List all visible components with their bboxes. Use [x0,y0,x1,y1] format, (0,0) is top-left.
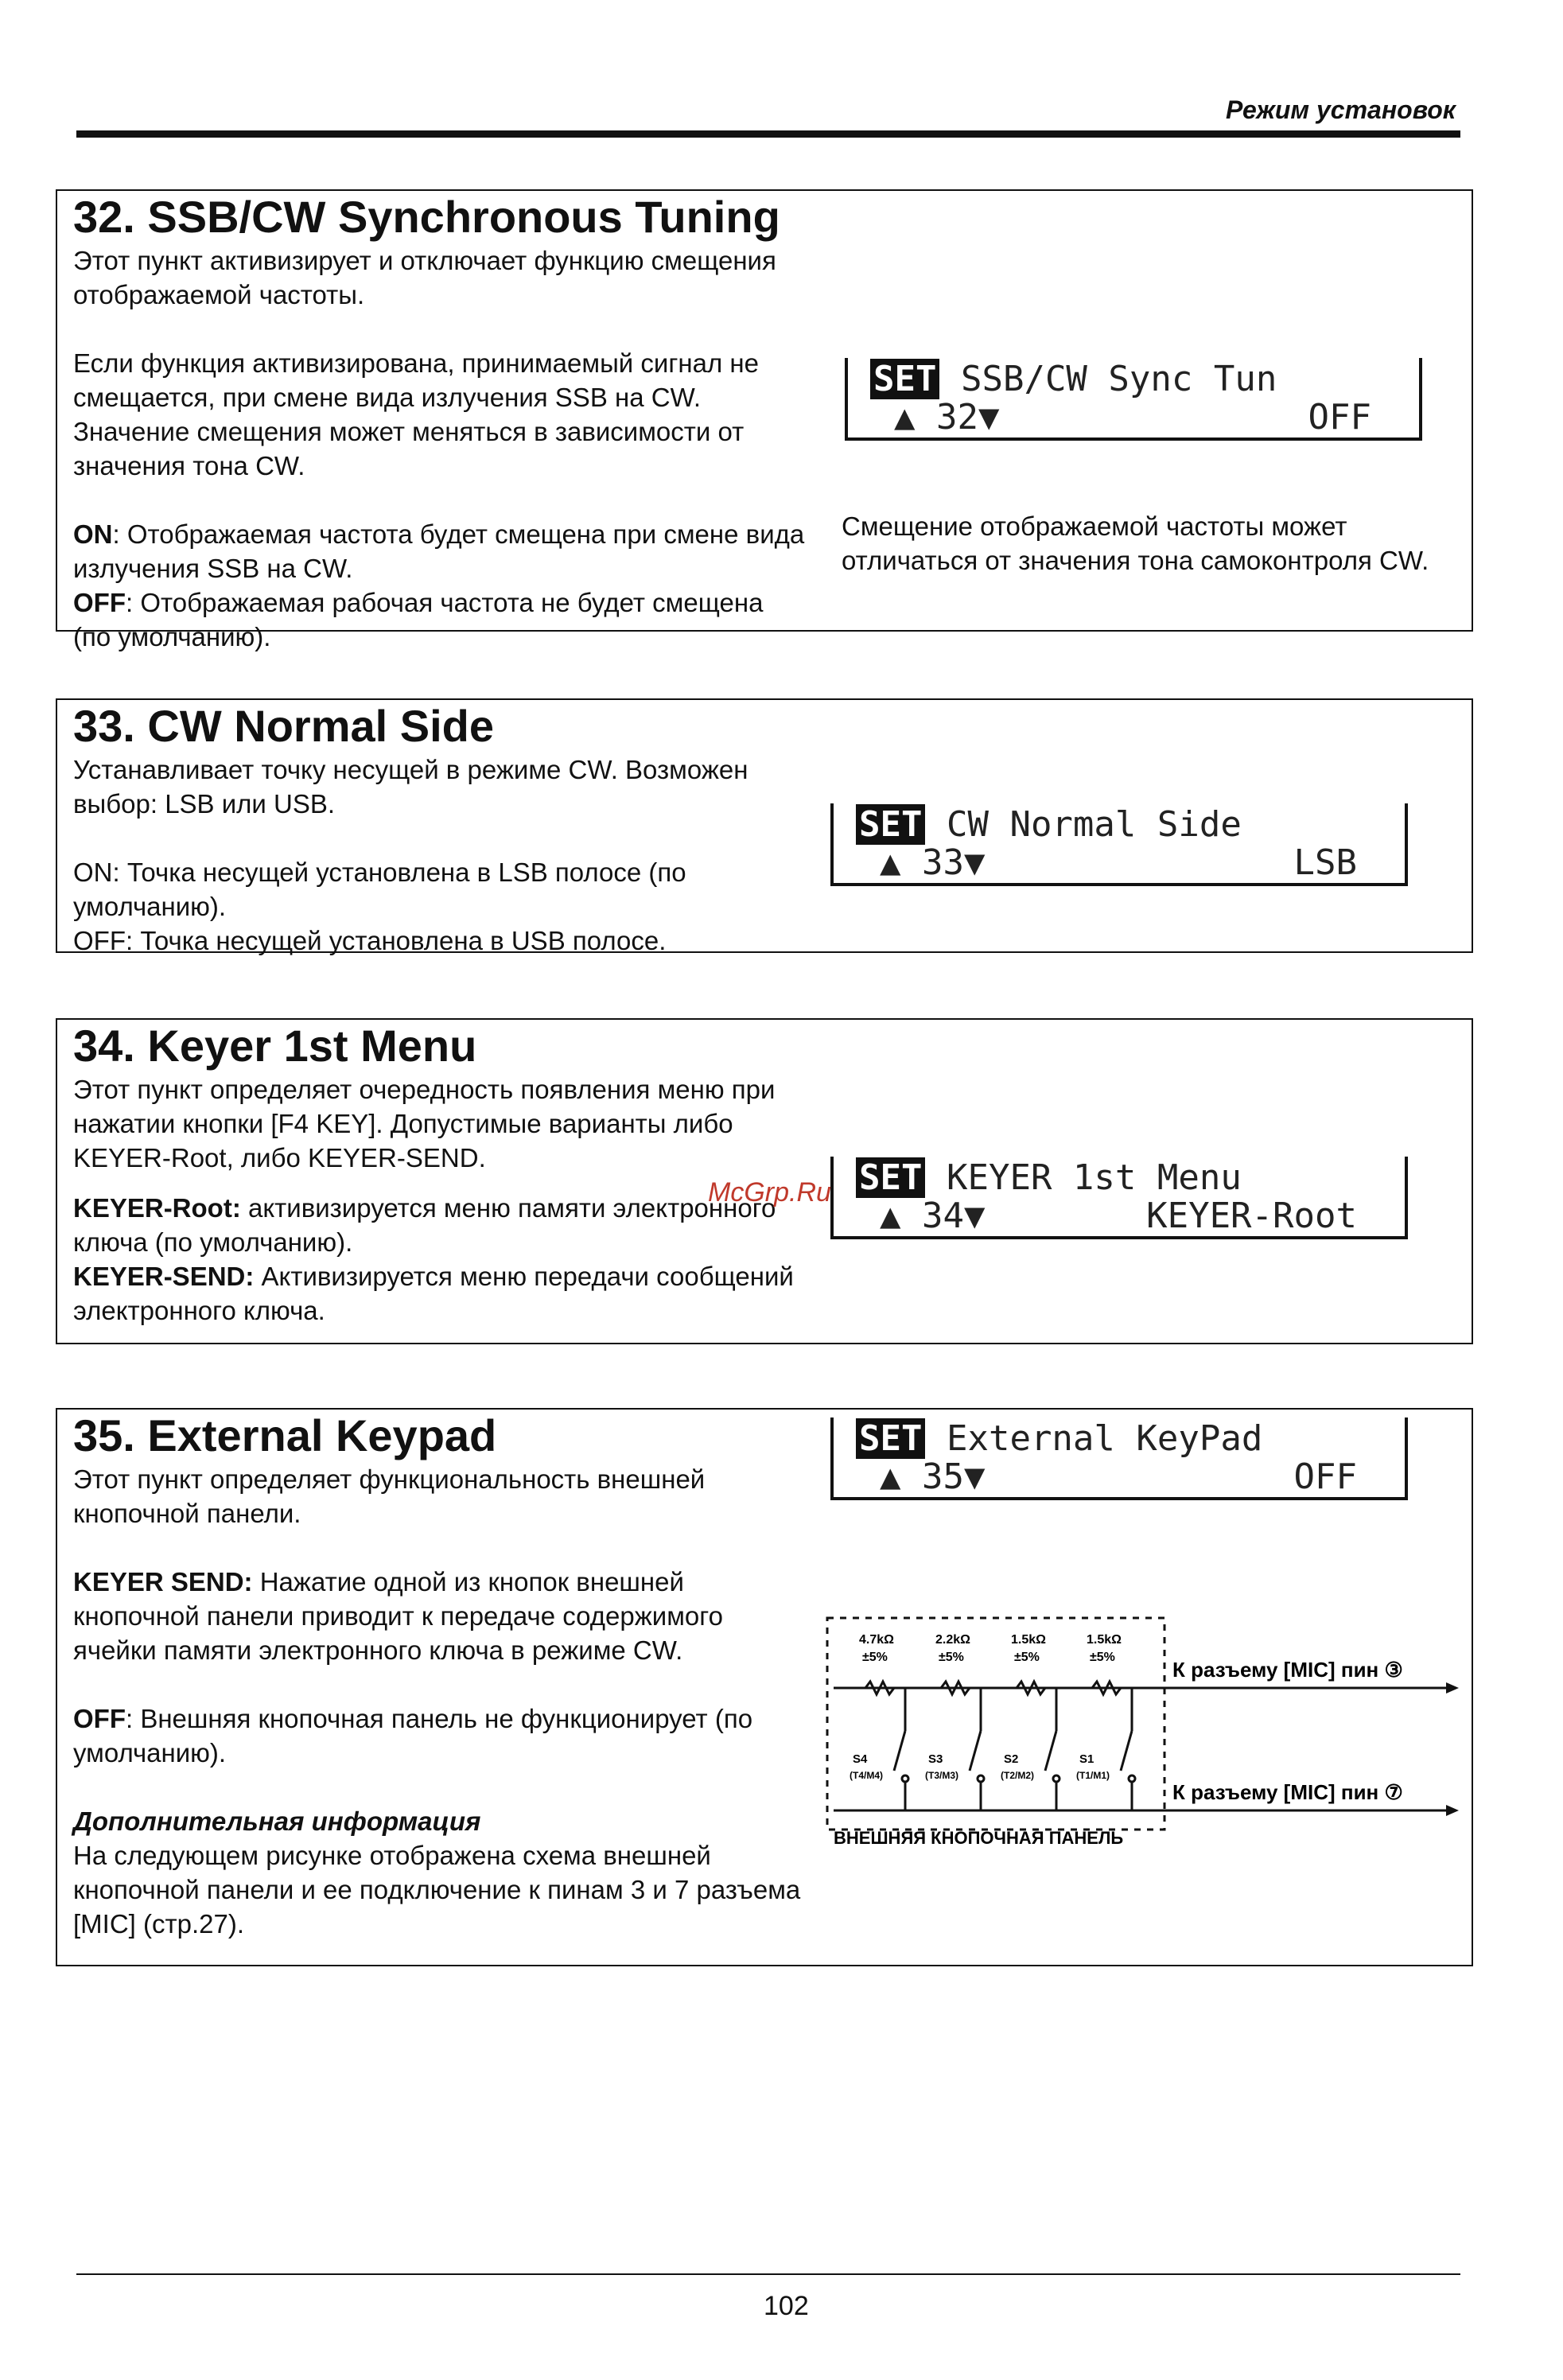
footer-rule [76,2273,1460,2275]
section-34-intro: Этот пункт определяет очередность появления меню при нажатии кнопки [F4 KEY]. Допустимые варианты либо KEYER-Root, либо KEYER-SEND. [73,1075,776,1172]
section-33-intro: Устанавливает точку несущей в режиме CW. Возможен выбор: LSB или USB. [73,755,748,819]
lcd-set-tag: SET [856,1418,925,1459]
keyer-root-label: KEYER-Root: [73,1193,241,1223]
switch-name: S2 [1004,1752,1019,1766]
section-33-lcd [830,803,1408,886]
switch-s1 [1121,1688,1135,1810]
lcd-menu-name: KEYER 1st Menu [946,1157,1242,1198]
section-32-intro: Этот пункт активизирует и отключает функцию смещения отображаемой частоты. [73,246,776,309]
panel-label: ВНЕШНЯЯ КНОПОЧНАЯ ПАНЕЛЬ [834,1828,1124,1848]
on-label: ON [73,519,113,549]
section-34-lcd [830,1157,1408,1239]
off-text: : Внешняя кнопочная панель не функционирует (по умолчанию). [73,1704,753,1768]
on-text: ON: Точка несущей установлена в LSB полосе (по умолчанию). [73,858,686,921]
section-32-body [73,243,805,654]
lcd-menu-number: ▲ 35▼ [880,1456,986,1497]
resistor-tol: ±5% [862,1651,888,1664]
pin7-label: К разъему [MIC] пин ⑦ [1172,1780,1403,1804]
switch-name: S1 [1079,1752,1094,1766]
switch-code: (T2/M2) [1001,1770,1034,1781]
on-text: : Отображаемая частота будет смещена при смене вида излучения SSB на CW. [73,519,805,583]
section-35 [56,1408,1473,1966]
lcd-menu-name: CW Normal Side [946,804,1242,845]
section-34-options [73,1191,805,1328]
pin3-arrow [1446,1682,1459,1694]
keyer-root-text: активизируется меню памяти электронного ключа (по умолчанию). [73,1193,776,1257]
page-number: 102 [764,2291,809,2321]
resistor-value: 2.2kΩ [935,1633,970,1647]
section-32-title: 32. SSB/CW Synchronous Tuning [73,192,780,242]
switch-s4 [894,1688,908,1810]
section-33-options [73,855,805,958]
panel-outline [827,1618,1164,1830]
switch-s2 [1045,1688,1059,1810]
section-34-body [73,1072,805,1328]
section-33-title: 33. CW Normal Side [73,701,495,751]
section-32 [56,189,1473,651]
switch-name: S3 [928,1752,943,1766]
lcd-menu-value: LSB [1293,842,1357,883]
keyer-send-text: Нажатие одной из кнопок внешней кнопочной панели приводит к передаче содержимого ячейки памяти электронного ключа в режиме CW. [73,1567,723,1665]
resistor-value: 1.5kΩ [1011,1633,1046,1647]
lcd-menu-number: ▲ 34▼ [880,1196,986,1236]
switch-code: (T4/M4) [850,1770,883,1781]
switch-code: (T1/M1) [1076,1770,1110,1781]
watermark: McGrp.Ru [708,1177,831,1208]
resistor-value: 1.5kΩ [1087,1633,1122,1647]
section-35-keyer-send [73,1565,805,1667]
lcd-menu-number: ▲ 32▼ [894,397,1000,438]
lcd-menu-value: OFF [1308,397,1371,438]
section-35-title: 35. External Keypad [73,1410,497,1460]
keyer-send-text: Активизируется меню передачи сообщений электронного ключа. [73,1262,794,1325]
lcd-menu-name: SSB/CW Sync Tun [960,359,1277,399]
keyer-send-label: KEYER-SEND: [73,1262,255,1291]
pin3-label: К разъему [MIC] пин ③ [1172,1658,1403,1682]
running-header: Режим установок [1226,95,1456,124]
switch-s3 [970,1688,984,1810]
section-32-options [73,517,805,654]
lcd-menu-number: ▲ 33▼ [880,842,986,883]
section-34-title: 34. Keyer 1st Menu [73,1021,477,1071]
section-32-note: Смещение отображаемой частоты может отличаться от значения тона самоконтроля CW. [842,511,1429,575]
lcd-menu-name: External KeyPad [946,1418,1263,1459]
section-33 [56,698,1473,953]
keyer-send-label: KEYER SEND: [73,1567,253,1596]
switch-code: (T3/M3) [925,1770,958,1781]
resistor-tol: ±5% [939,1651,964,1664]
keypad-schematic [818,1612,1470,1850]
resistor-value: 4.7kΩ [859,1633,894,1647]
lcd-set-tag: SET [856,1157,925,1198]
off-label: OFF [73,1704,126,1733]
off-label: OFF [73,588,126,617]
section-35-extra [73,1804,805,1941]
lcd-set-tag: SET [870,359,939,399]
section-35-intro: Этот пункт определяет функциональность внешней кнопочной панели. [73,1464,706,1528]
section-35-body [73,1462,805,1941]
section-33-body [73,752,805,958]
resistor-tol: ±5% [1014,1651,1040,1664]
lcd-menu-value: KEYER-Root [1146,1196,1357,1236]
pin7-arrow [1446,1805,1459,1816]
section-35-off [73,1701,805,1770]
off-text: : Отображаемая рабочая частота не будет смещена (по умолчанию). [73,588,764,651]
extra-info-title: Дополнительная информация [73,1806,481,1836]
section-35-lcd [830,1418,1408,1500]
switch-name: S4 [853,1752,868,1766]
off-text: OFF: Точка несущей установлена в USB полосе. [73,926,667,955]
lcd-set-tag: SET [856,804,925,845]
extra-info-text: На следующем рисунке отображена схема внешней кнопочной панели и ее подключение к пинам 3 и 7 разъема [MIC] (стр.27). [73,1841,801,1939]
section-32-lcd [845,358,1422,441]
resistor-tol: ±5% [1090,1651,1115,1664]
header-rule [76,130,1460,138]
lcd-menu-value: OFF [1293,1456,1357,1497]
section-32-details: Если функция активизирована, принимаемый сигнал не смещается, при смене вида излучения SSB на CW. Значение смещения может меняться в зависимости от значения тона CW. [73,348,759,480]
